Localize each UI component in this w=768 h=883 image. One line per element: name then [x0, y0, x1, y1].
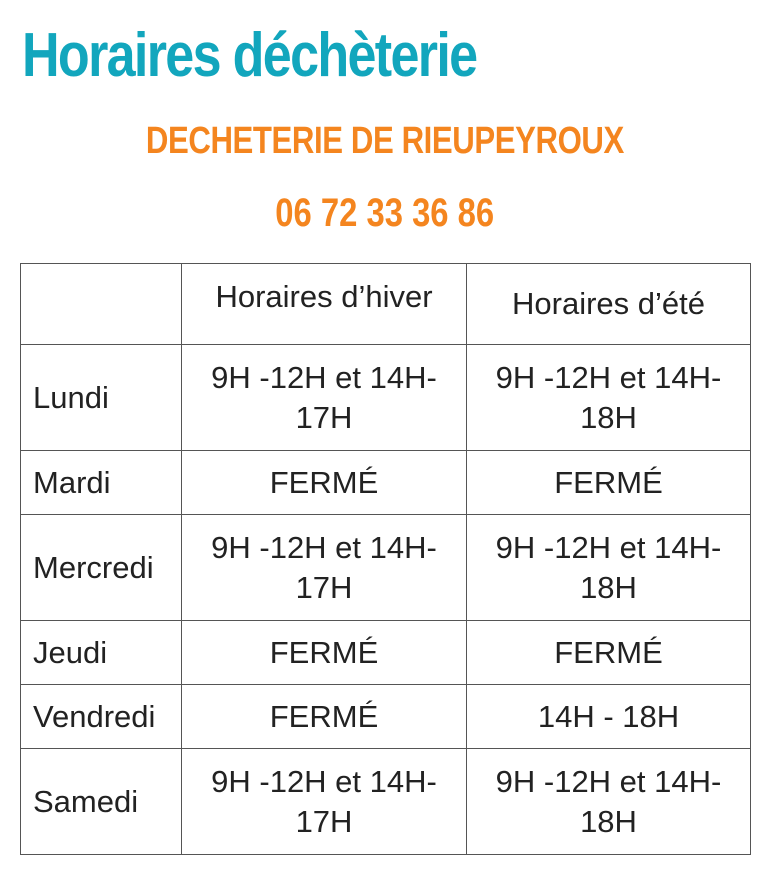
table-row — [21, 749, 751, 855]
winter-hours-cell: 9H -12H et 14H- 17H — [182, 345, 467, 451]
header-corner-cell — [21, 264, 182, 345]
summer-hours-cell: 9H -12H et 14H- 18H — [467, 749, 751, 855]
summer-hours-cell: 9H -12H et 14H- 18H — [467, 345, 751, 451]
page-title: Horaires déchèterie — [22, 21, 477, 90]
summer-hours-cell: FERMÉ — [467, 621, 751, 685]
winter-hours-cell: FERMÉ — [182, 685, 467, 749]
table-row — [21, 685, 751, 749]
table-row — [21, 515, 751, 621]
winter-hours-cell: 9H -12H et 14H- 17H — [182, 515, 467, 621]
summer-hours-cell: FERMÉ — [467, 451, 751, 515]
day-label: Mercredi — [21, 515, 182, 621]
day-label: Mardi — [21, 451, 182, 515]
day-label: Vendredi — [21, 685, 182, 749]
facility-name: DECHETERIE DE RIEUPEYROUX — [145, 120, 624, 162]
table-row — [21, 451, 751, 515]
summer-hours-cell: 14H - 18H — [467, 685, 751, 749]
phone-number[interactable]: 06 72 33 36 86 — [275, 191, 495, 235]
table-row — [21, 621, 751, 685]
day-label: Lundi — [21, 345, 182, 451]
summer-hours-cell: 9H -12H et 14H- 18H — [467, 515, 751, 621]
day-label: Jeudi — [21, 621, 182, 685]
opening-hours-table — [20, 263, 751, 855]
winter-hours-cell: 9H -12H et 14H- 17H — [182, 749, 467, 855]
winter-hours-cell: FERMÉ — [182, 451, 467, 515]
winter-hours-cell: FERMÉ — [182, 621, 467, 685]
header-winter-hours: Horaires d’hiver — [182, 264, 467, 345]
table-row — [21, 345, 751, 451]
header-summer-hours: Horaires d’été — [467, 264, 751, 345]
table-header-row — [21, 264, 751, 345]
day-label: Samedi — [21, 749, 182, 855]
